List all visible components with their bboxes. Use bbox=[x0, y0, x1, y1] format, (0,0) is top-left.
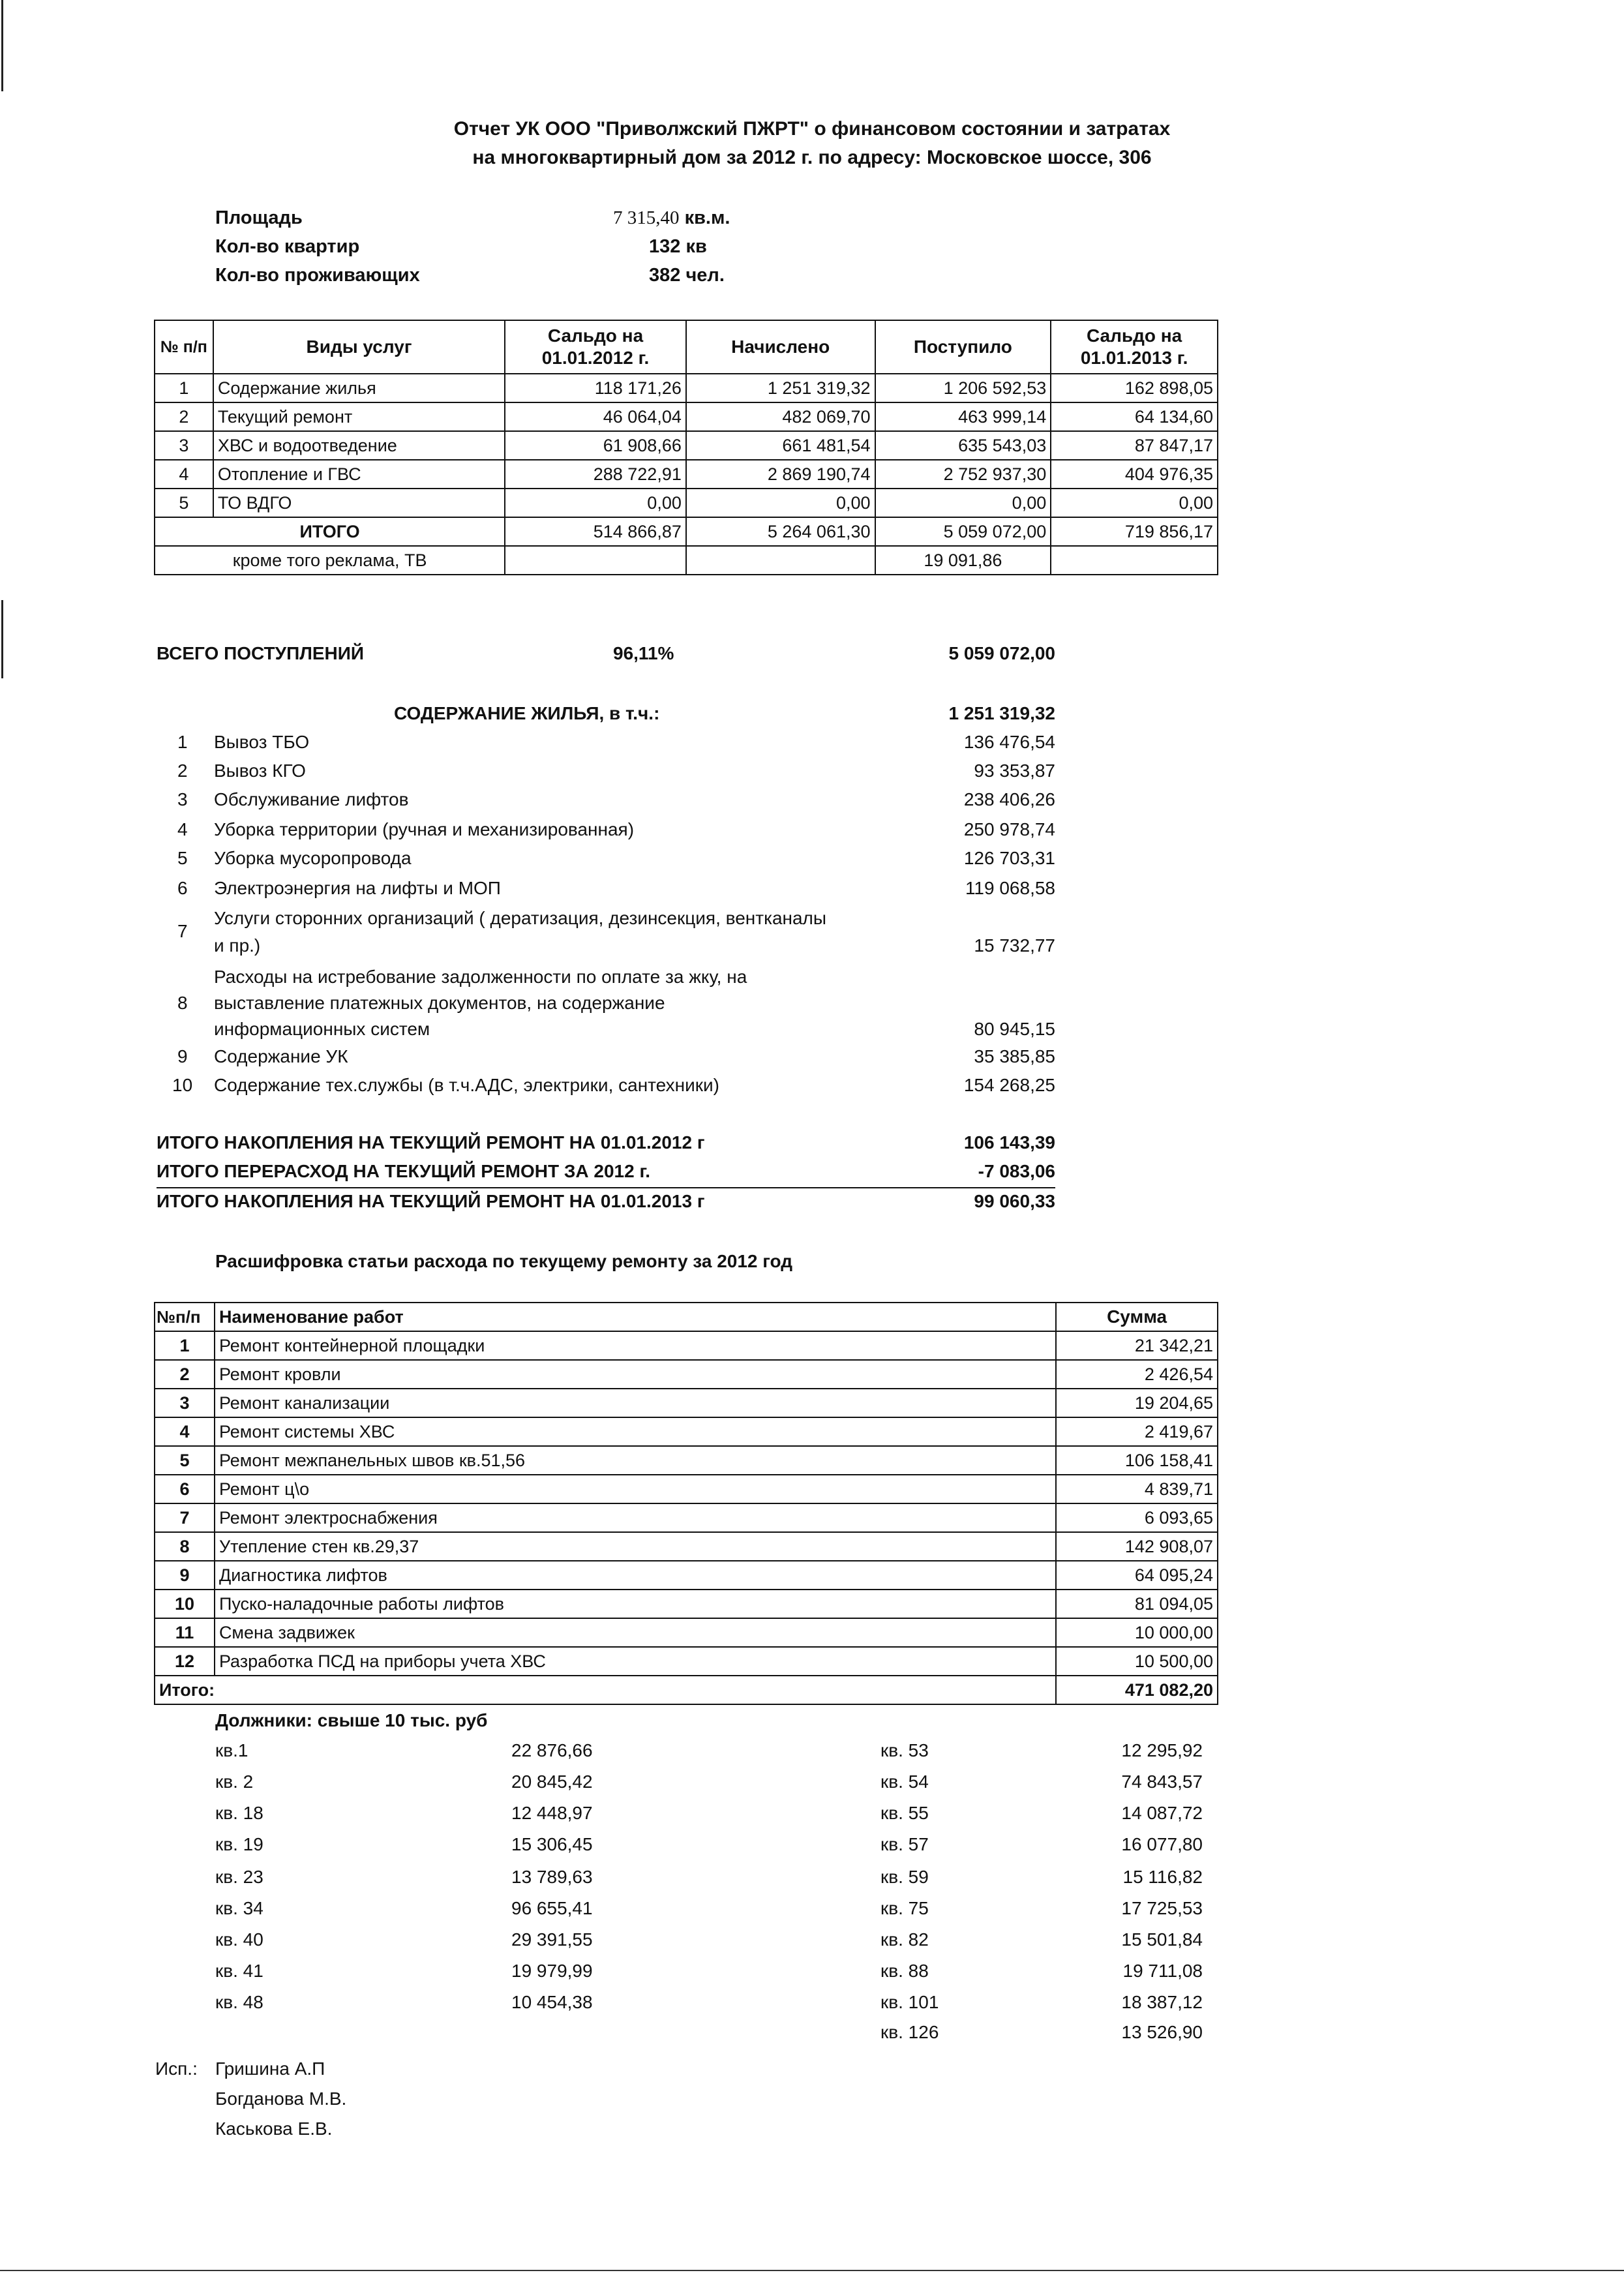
repair-breakdown-title: Расшифровка статьи расхода по текущему ремонту за 2012 год bbox=[215, 1251, 793, 1271]
maint-item-amount: 250 978,74 bbox=[963, 819, 1055, 839]
maint-item-name: Уборка мусоропровода bbox=[214, 848, 412, 868]
maint-item-number: 6 bbox=[177, 878, 188, 898]
work-sum: 10 000,00 bbox=[1056, 1618, 1218, 1647]
debtor-amount: 15 306,45 bbox=[511, 1834, 593, 1854]
work-name: Диагностика лифтов bbox=[215, 1561, 1056, 1590]
balance-end: 87 847,17 bbox=[1051, 431, 1218, 460]
maint-item-name: Электроэнергия на лифты и МОП bbox=[214, 878, 501, 898]
debtor-flat: кв. 75 bbox=[880, 1898, 929, 1918]
row-number: 1 bbox=[155, 374, 213, 402]
row-number: 11 bbox=[155, 1618, 215, 1647]
row-number: 9 bbox=[155, 1561, 215, 1590]
work-sum: 21 342,21 bbox=[1056, 1331, 1218, 1360]
table-row bbox=[155, 402, 1218, 431]
balance-start: 61 908,66 bbox=[505, 431, 686, 460]
table-row bbox=[155, 1590, 1218, 1618]
maint-item-amount: 35 385,85 bbox=[974, 1046, 1055, 1066]
flats-number: 132 bbox=[649, 236, 681, 257]
row-number: 2 bbox=[155, 1360, 215, 1389]
service-name: Отопление и ГВС bbox=[213, 460, 505, 489]
residents-label: Кол-во проживающих bbox=[215, 265, 420, 286]
row-number: 2 bbox=[155, 402, 213, 431]
balance-end: 64 134,60 bbox=[1051, 402, 1218, 431]
debtor-flat: кв. 82 bbox=[880, 1929, 929, 1950]
col-header-service: Виды услуг bbox=[213, 320, 505, 374]
col-header-work: Наименование работ bbox=[215, 1303, 1056, 1331]
repair-total-value: 471 082,20 bbox=[1056, 1676, 1218, 1704]
balance-start: 0,00 bbox=[505, 489, 686, 517]
debtor-amount: 17 725,53 bbox=[1121, 1898, 1203, 1918]
table-row bbox=[155, 1446, 1218, 1475]
maint-item-name: Услуги сторонних организаций ( дератизация, дезинсекция, вентканалы bbox=[214, 908, 827, 928]
flats-value bbox=[649, 236, 707, 258]
debtor-flat: кв. 23 bbox=[215, 1867, 263, 1887]
total-label: ИТОГО bbox=[155, 517, 505, 546]
residents-value bbox=[649, 265, 725, 286]
debtor-flat: кв. 19 bbox=[215, 1834, 263, 1854]
debtor-amount: 96 655,41 bbox=[511, 1898, 593, 1918]
work-sum: 2 426,54 bbox=[1056, 1360, 1218, 1389]
balance-start: 288 722,91 bbox=[505, 460, 686, 489]
maint-item-number: 1 bbox=[177, 732, 188, 752]
work-name: Ремонт межпанельных швов кв.51,56 bbox=[215, 1446, 1056, 1475]
work-sum: 10 500,00 bbox=[1056, 1647, 1218, 1676]
repair-table bbox=[154, 1302, 1218, 1705]
services-table bbox=[154, 320, 1218, 575]
area-label: Площадь bbox=[215, 207, 303, 228]
row-number: 6 bbox=[155, 1475, 215, 1503]
balance-end: 404 976,35 bbox=[1051, 460, 1218, 489]
debtor-amount: 20 845,42 bbox=[511, 1772, 593, 1792]
empty-cell bbox=[1051, 546, 1218, 575]
maint-item-name-cont: и пр.) bbox=[214, 935, 261, 956]
maint-item-number: 3 bbox=[177, 789, 188, 809]
debtor-amount: 22 876,66 bbox=[511, 1740, 593, 1760]
col-header-charged: Начислено bbox=[686, 320, 875, 374]
maint-item-name-cont: выставление платежных документов, на содержание bbox=[214, 993, 665, 1013]
debtor-flat: кв. 40 bbox=[215, 1929, 263, 1950]
debtor-flat: кв. 101 bbox=[880, 1992, 939, 2012]
table-row bbox=[155, 1475, 1218, 1503]
flats-unit: кв bbox=[685, 236, 707, 257]
row-number: 7 bbox=[155, 1503, 215, 1532]
debtor-amount: 10 454,38 bbox=[511, 1992, 593, 2012]
scan-bottom-line bbox=[0, 2270, 1624, 2271]
repair-overspend-label: ИТОГО ПЕРЕРАСХОД НА ТЕКУЩИЙ РЕМОНТ ЗА 2012 г. bbox=[157, 1161, 651, 1181]
work-name: Ремонт электроснабжения bbox=[215, 1503, 1056, 1532]
maint-item-number: 10 bbox=[172, 1075, 193, 1095]
work-sum: 64 095,24 bbox=[1056, 1561, 1218, 1590]
work-name: Смена задвижек bbox=[215, 1618, 1056, 1647]
services-total-row bbox=[155, 517, 1218, 546]
residents-unit: чел. bbox=[685, 265, 725, 286]
row-number: 12 bbox=[155, 1647, 215, 1676]
area-value bbox=[613, 207, 730, 229]
work-sum: 81 094,05 bbox=[1056, 1590, 1218, 1618]
debtor-amount: 15 116,82 bbox=[1122, 1867, 1203, 1887]
maint-item-name: Содержание УК bbox=[214, 1046, 348, 1066]
receipts-percent: 96,11% bbox=[613, 643, 674, 663]
scan-mark bbox=[1, 0, 3, 91]
balance-start: 118 171,26 bbox=[505, 374, 686, 402]
report-title-line1: Отчет УК ООО "Приволжский ПЖРТ" о финансовом состоянии и затратах bbox=[453, 118, 1171, 140]
repair-accum-2013-label: ИТОГО НАКОПЛЕНИЯ НА ТЕКУЩИЙ РЕМОНТ НА 01.01.2013 г bbox=[157, 1191, 705, 1211]
service-name: Содержание жилья bbox=[213, 374, 505, 402]
balance-end: 162 898,05 bbox=[1051, 374, 1218, 402]
area-number: 7 315,40 bbox=[613, 207, 680, 228]
row-number: 8 bbox=[155, 1532, 215, 1561]
debtor-flat: кв. 57 bbox=[880, 1834, 929, 1854]
received: 1 206 592,53 bbox=[875, 374, 1051, 402]
table-row bbox=[155, 1647, 1218, 1676]
work-sum: 4 839,71 bbox=[1056, 1475, 1218, 1503]
debtors-title: Должники: свыше 10 тыс. руб bbox=[215, 1710, 488, 1730]
debtor-amount: 16 077,80 bbox=[1121, 1834, 1203, 1854]
repair-overspend-amount: -7 083,06 bbox=[978, 1161, 1055, 1181]
received: 463 999,14 bbox=[875, 402, 1051, 431]
maint-item-amount: 126 703,31 bbox=[963, 848, 1055, 868]
total-charged: 5 264 061,30 bbox=[686, 517, 875, 546]
debtor-amount: 14 087,72 bbox=[1121, 1803, 1203, 1823]
area-unit: кв.м. bbox=[684, 207, 730, 228]
maint-item-name: Содержание тех.службы (в т.ч.АДС, электрики, сантехники) bbox=[214, 1075, 719, 1095]
work-sum: 2 419,67 bbox=[1056, 1417, 1218, 1446]
executors-label: Исп.: bbox=[155, 2058, 198, 2079]
maint-item-amount: 80 945,15 bbox=[974, 1019, 1055, 1039]
residents-number: 382 bbox=[649, 265, 681, 286]
debtor-flat: кв. 34 bbox=[215, 1898, 263, 1918]
maint-item-number: 5 bbox=[177, 848, 188, 868]
service-name: ХВС и водоотведение bbox=[213, 431, 505, 460]
table-row bbox=[155, 1561, 1218, 1590]
work-sum: 6 093,65 bbox=[1056, 1503, 1218, 1532]
row-number: 3 bbox=[155, 431, 213, 460]
flats-label: Кол-во квартир bbox=[215, 236, 360, 257]
summary-divider bbox=[157, 1187, 1055, 1188]
debtor-flat: кв. 53 bbox=[880, 1740, 929, 1760]
col-header-received: Поступило bbox=[875, 320, 1051, 374]
received: 0,00 bbox=[875, 489, 1051, 517]
maint-item-amount: 238 406,26 bbox=[963, 789, 1055, 809]
maint-item-name: Уборка территории (ручная и механизированная) bbox=[214, 819, 635, 839]
work-name: Ремонт ц\о bbox=[215, 1475, 1056, 1503]
service-name: Текущий ремонт bbox=[213, 402, 505, 431]
debtor-amount: 15 501,84 bbox=[1121, 1929, 1203, 1950]
maintenance-total: 1 251 319,32 bbox=[948, 703, 1055, 723]
debtor-amount: 12 295,92 bbox=[1121, 1740, 1203, 1760]
table-row bbox=[155, 1618, 1218, 1647]
service-name: ТО ВДГО bbox=[213, 489, 505, 517]
maint-item-number: 2 bbox=[177, 761, 188, 781]
debtor-amount: 74 843,57 bbox=[1121, 1772, 1203, 1792]
work-sum: 142 908,07 bbox=[1056, 1532, 1218, 1561]
maintenance-heading: СОДЕРЖАНИЕ ЖИЛЬЯ, в т.ч.: bbox=[394, 703, 660, 723]
total-received: 5 059 072,00 bbox=[875, 517, 1051, 546]
debtor-flat: кв. 54 bbox=[880, 1772, 929, 1792]
charged: 661 481,54 bbox=[686, 431, 875, 460]
row-number: 5 bbox=[155, 1446, 215, 1475]
col-header-sum: Сумма bbox=[1056, 1303, 1218, 1331]
maint-item-amount: 15 732,77 bbox=[974, 935, 1055, 956]
maint-item-number: 4 bbox=[177, 819, 188, 839]
receipts-label: ВСЕГО ПОСТУПЛЕНИЙ bbox=[157, 643, 364, 663]
work-name: Пуско-наладочные работы лифтов bbox=[215, 1590, 1056, 1618]
work-name: Ремонт канализации bbox=[215, 1389, 1056, 1417]
maint-item-amount: 154 268,25 bbox=[963, 1075, 1055, 1095]
table-row bbox=[155, 1360, 1218, 1389]
repair-total-row bbox=[155, 1676, 1218, 1704]
maint-item-name: Вывоз КГО bbox=[214, 761, 306, 781]
charged: 482 069,70 bbox=[686, 402, 875, 431]
row-number: 1 bbox=[155, 1331, 215, 1360]
maint-item-amount: 119 068,58 bbox=[965, 878, 1055, 898]
balance-end: 0,00 bbox=[1051, 489, 1218, 517]
table-row bbox=[155, 1503, 1218, 1532]
debtor-flat: кв. 126 bbox=[880, 2022, 939, 2042]
total-balance-start: 514 866,87 bbox=[505, 517, 686, 546]
table-row bbox=[155, 1389, 1218, 1417]
maint-item-number: 7 bbox=[177, 921, 188, 941]
charged: 1 251 319,32 bbox=[686, 374, 875, 402]
debtor-flat: кв. 59 bbox=[880, 1867, 929, 1887]
services-extra-row bbox=[155, 546, 1218, 575]
work-sum: 19 204,65 bbox=[1056, 1389, 1218, 1417]
repair-total-label: Итого: bbox=[155, 1676, 1056, 1704]
col-header-balance-start: Сальдо на 01.01.2012 г. bbox=[505, 320, 686, 374]
work-sum: 106 158,41 bbox=[1056, 1446, 1218, 1475]
extra-label: кроме того реклама, ТВ bbox=[155, 546, 505, 575]
work-name: Ремонт кровли bbox=[215, 1360, 1056, 1389]
empty-cell bbox=[686, 546, 875, 575]
debtor-amount: 18 387,12 bbox=[1121, 1992, 1203, 2012]
extra-received: 19 091,86 bbox=[875, 546, 1051, 575]
row-number: 3 bbox=[155, 1389, 215, 1417]
maint-item-name: Обслуживание лифтов bbox=[214, 789, 409, 809]
repair-header-row bbox=[155, 1303, 1218, 1331]
charged: 2 869 190,74 bbox=[686, 460, 875, 489]
repair-accum-2013-amount: 99 060,33 bbox=[974, 1191, 1055, 1211]
table-row bbox=[155, 1532, 1218, 1561]
maint-item-amount: 93 353,87 bbox=[974, 761, 1055, 781]
repair-accum-2012-amount: 106 143,39 bbox=[963, 1132, 1055, 1153]
charged: 0,00 bbox=[686, 489, 875, 517]
debtor-amount: 29 391,55 bbox=[511, 1929, 593, 1950]
maint-item-amount: 136 476,54 bbox=[963, 732, 1055, 752]
table-row bbox=[155, 374, 1218, 402]
executor-name: Гришина А.П bbox=[215, 2058, 325, 2079]
debtor-amount: 12 448,97 bbox=[511, 1803, 593, 1823]
executor-name: Богданова М.В. bbox=[215, 2088, 347, 2109]
balance-start: 46 064,04 bbox=[505, 402, 686, 431]
debtor-amount: 19 711,08 bbox=[1122, 1961, 1203, 1981]
report-title-line2: на многоквартирный дом за 2012 г. по адресу: Московское шоссе, 306 bbox=[472, 147, 1152, 168]
debtor-amount: 13 526,90 bbox=[1121, 2022, 1203, 2042]
work-name: Разработка ПСД на приборы учета ХВС bbox=[215, 1647, 1056, 1676]
table-row bbox=[155, 489, 1218, 517]
debtor-flat: кв. 88 bbox=[880, 1961, 929, 1981]
table-row bbox=[155, 1331, 1218, 1360]
row-number: 5 bbox=[155, 489, 213, 517]
maint-item-number: 9 bbox=[177, 1046, 188, 1066]
total-balance-end: 719 856,17 bbox=[1051, 517, 1218, 546]
repair-accum-2012-label: ИТОГО НАКОПЛЕНИЯ НА ТЕКУЩИЙ РЕМОНТ НА 01.01.2012 г bbox=[157, 1132, 705, 1153]
received: 635 543,03 bbox=[875, 431, 1051, 460]
debtor-amount: 19 979,99 bbox=[511, 1961, 593, 1981]
row-number: 10 bbox=[155, 1590, 215, 1618]
executor-name: Каськова Е.В. bbox=[215, 2119, 333, 2139]
debtor-flat: кв. 55 bbox=[880, 1803, 929, 1823]
maint-item-name: Вывоз ТБО bbox=[214, 732, 310, 752]
services-header-row bbox=[155, 320, 1218, 374]
debtor-amount: 13 789,63 bbox=[511, 1867, 593, 1887]
debtor-flat: кв. 2 bbox=[215, 1772, 254, 1792]
debtor-flat: кв. 41 bbox=[215, 1961, 263, 1981]
empty-cell bbox=[505, 546, 686, 575]
col-header-number: №п/п bbox=[155, 1303, 215, 1331]
table-row bbox=[155, 460, 1218, 489]
debtor-flat: кв. 18 bbox=[215, 1803, 263, 1823]
col-header-balance-end: Сальдо на 01.01.2013 г. bbox=[1051, 320, 1218, 374]
scan-mark bbox=[1, 600, 3, 678]
row-number: 4 bbox=[155, 460, 213, 489]
row-number: 4 bbox=[155, 1417, 215, 1446]
table-row bbox=[155, 431, 1218, 460]
maint-item-name: Расходы на истребование задолженности по оплате за жку, на bbox=[214, 967, 747, 987]
debtor-flat: кв. 48 bbox=[215, 1992, 263, 2012]
maint-item-number: 8 bbox=[177, 993, 188, 1013]
table-row bbox=[155, 1417, 1218, 1446]
work-name: Ремонт системы ХВС bbox=[215, 1417, 1056, 1446]
maint-item-name-cont: информационных систем bbox=[214, 1019, 430, 1039]
received: 2 752 937,30 bbox=[875, 460, 1051, 489]
col-header-number: № п/п bbox=[155, 320, 213, 374]
receipts-amount: 5 059 072,00 bbox=[948, 643, 1055, 663]
work-name: Ремонт контейнерной площадки bbox=[215, 1331, 1056, 1360]
work-name: Утепление стен кв.29,37 bbox=[215, 1532, 1056, 1561]
debtor-flat: кв.1 bbox=[215, 1740, 248, 1760]
